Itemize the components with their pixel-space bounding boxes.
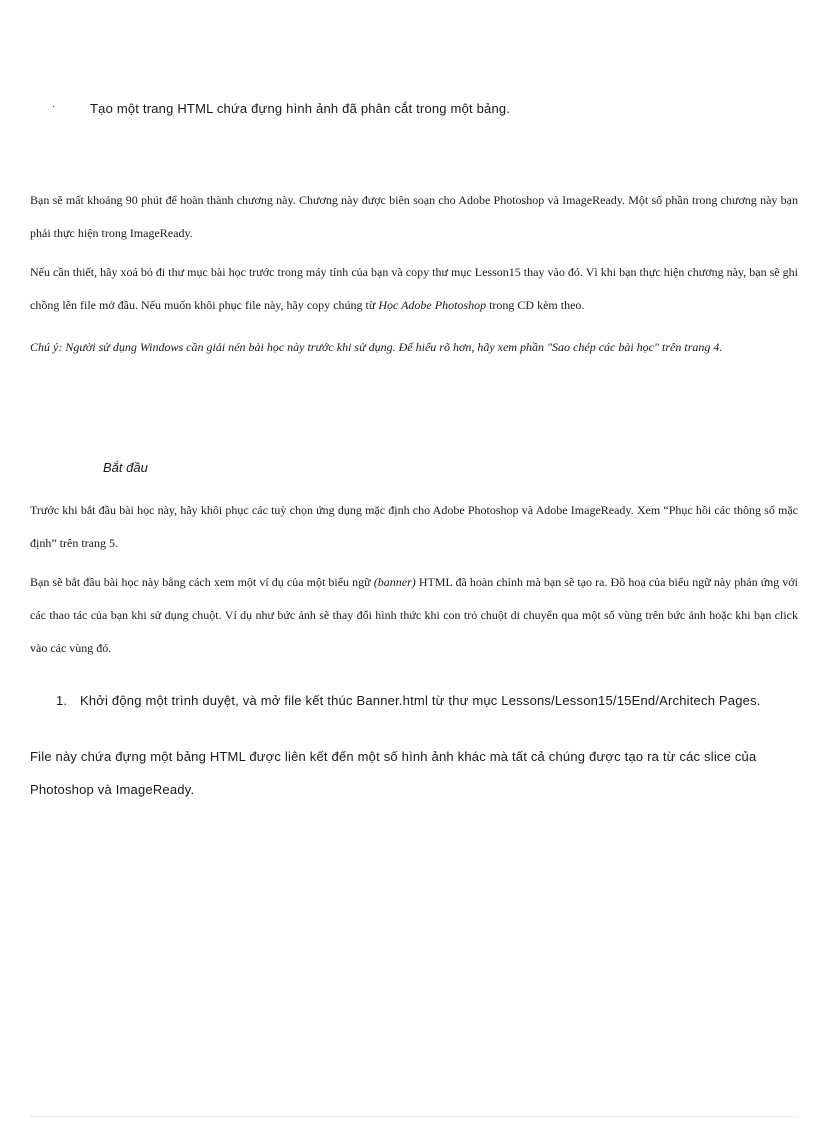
step-text: Khởi động một trình duyệt, và mở file kết thúc Banner.html từ thư mục Lessons/Lesson15/15End/Architech Pages. bbox=[80, 693, 761, 708]
closing-paragraph: File này chứa đựng một bảng HTML được liên kết đến một số hình ảnh khác mà tất cả chúng được tạo ra từ các slice của Photoshop và ImageReady. bbox=[30, 749, 757, 797]
duration-paragraph: Bạn sẽ mất khoảng 90 phút để hoàn thành chương này. Chương này được biên soạn cho Adobe Photoshop và ImageReady. Một số phần trong chương này bạn phải thực hiện trong ImageReady. bbox=[30, 193, 798, 240]
setup-paragraph bbox=[30, 256, 798, 322]
setup-text-part2: trong CD kèm theo. bbox=[486, 298, 585, 312]
windows-note: Chú ý: Người sử dụng Windows cần giải nén bài học này trước khi sử dụng. Để hiểu rõ hơn, hãy xem phần "Sao chép các bài học" trên trang 4. bbox=[30, 340, 723, 354]
banner-term: (banner) bbox=[373, 575, 416, 589]
step-item bbox=[56, 693, 761, 708]
step-number: 1. bbox=[56, 693, 68, 708]
section-heading: Bắt đầu bbox=[103, 460, 148, 475]
banner-text-part2: HTML đã hoàn chỉnh mà bạn sẽ tạo ra. Đồ hoạ của biểu ngữ này phản ứng với các thao tác của bạn khi sử dụng chuột. Ví dụ như bức ảnh sẽ thay đổi hình thức khi con trỏ chuột di chuyển qua một số vùng trên bức ảnh hoặc khi bạn click vào các vùng đó. bbox=[30, 575, 798, 655]
setup-text-part1: Nếu cần thiết, hãy xoá bỏ đi thư mục bài học trước trong máy tính của bạn và copy thư mục Lesson15 thay vào đó. Vì khi bạn thực hiện chương này, bạn sẽ ghi chồng lên file mở đầu. Nếu muốn khôi phục file này, hãy copy chúng từ bbox=[30, 265, 798, 312]
book-title: Học Adobe Photoshop bbox=[378, 298, 487, 312]
page-bottom-rule bbox=[30, 1116, 798, 1117]
banner-intro-paragraph bbox=[30, 566, 798, 665]
banner-text-part1: Bạn sẽ bắt đầu bài học này bằng cách xem một ví dụ của một biểu ngữ bbox=[30, 575, 374, 589]
bullet-marker: · bbox=[52, 101, 56, 112]
objective-text: Tạo một trang HTML chứa đựng hình ảnh đã phân cắt trong một bảng. bbox=[90, 101, 511, 116]
restore-defaults-paragraph: Trước khi bắt đầu bài học này, hãy khôi phục các tuỳ chọn ứng dụng mặc định cho Adobe Photoshop và Adobe ImageReady. Xem “Phục hồi các thông số mặc định” trên trang 5. bbox=[30, 503, 798, 550]
